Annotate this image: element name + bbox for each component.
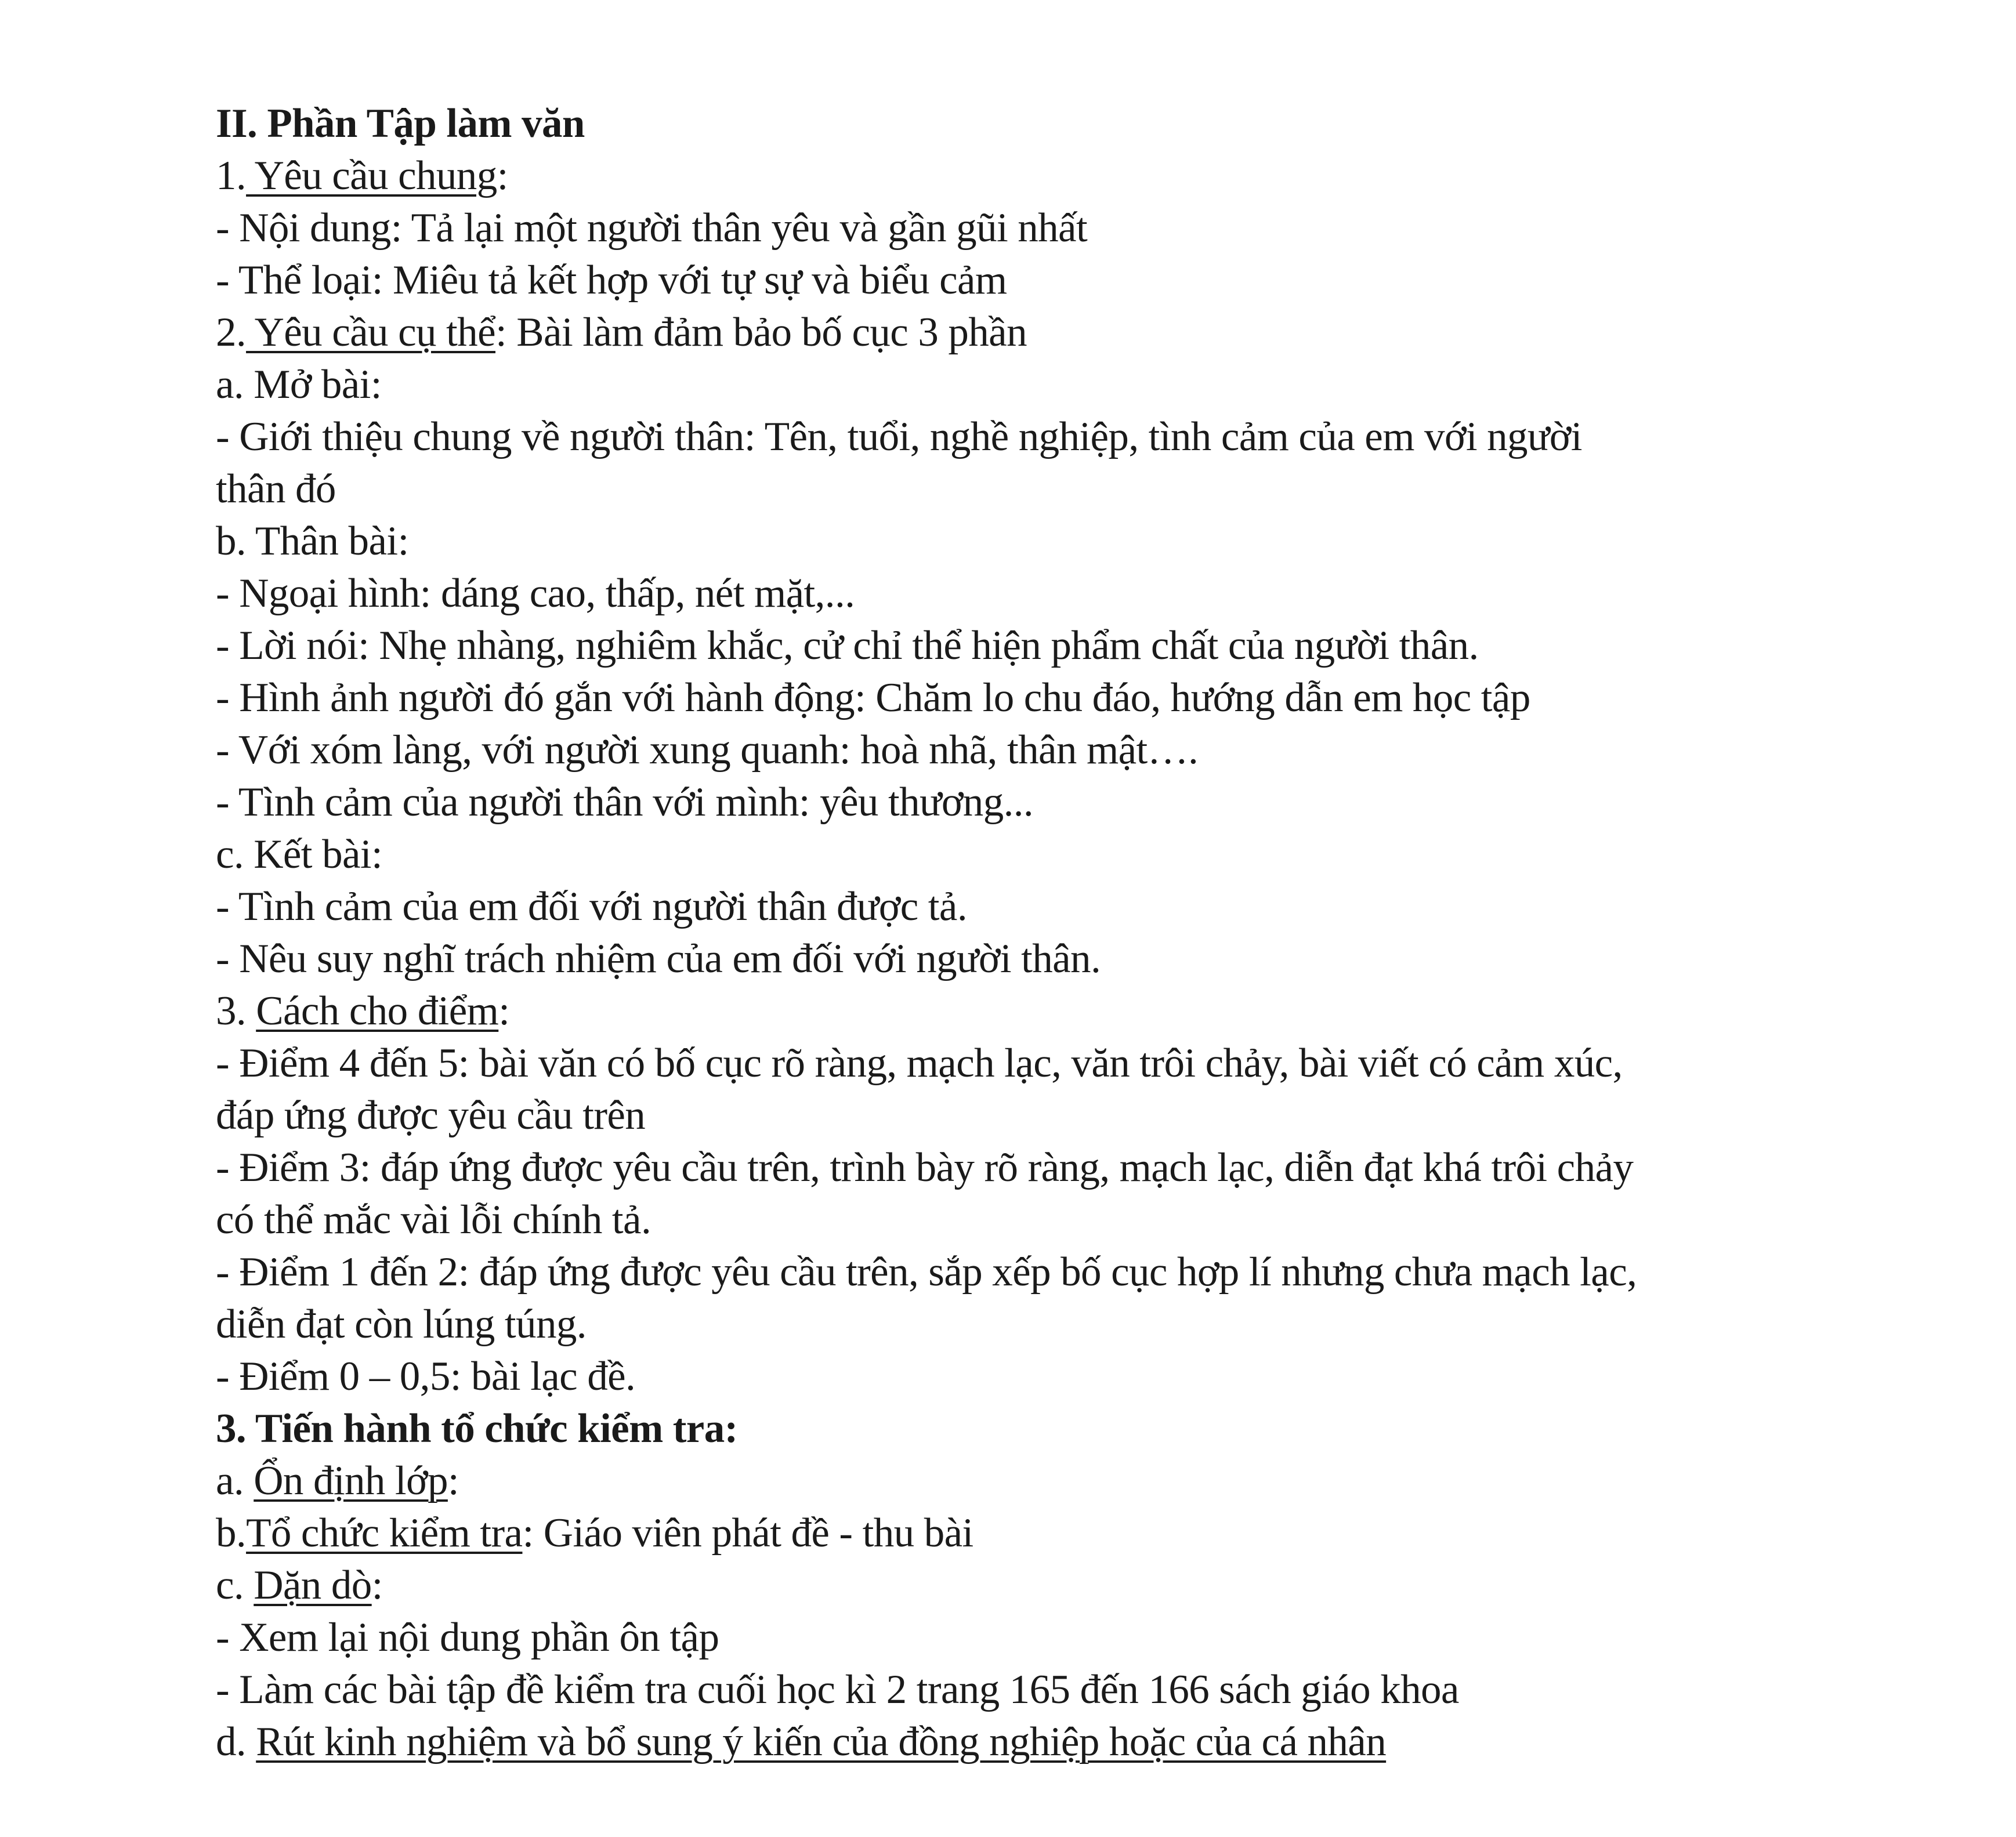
- stabilize-class-line: [216, 1455, 1840, 1507]
- scoring-label: Cách cho điểm: [256, 988, 499, 1034]
- scoring-line: - Điểm 0 – 0,5: bài lạc đề.: [216, 1354, 636, 1399]
- reminder-item: - Làm các bài tập đề kiểm tra cuối học kì 2 trang 165 đến 166 sách giáo khoa: [216, 1667, 1459, 1712]
- body-heading: b. Thân bài:: [216, 519, 409, 564]
- conclusion-line: - Tình cảm của em đối với người thân được tả.: [216, 884, 967, 929]
- document-page: [216, 97, 1840, 1768]
- conclusion-line: - Nêu suy nghĩ trách nhiệm của em đối với người thân.: [216, 936, 1101, 981]
- experience-line: [216, 1716, 1840, 1768]
- scoring-line: - Điểm 4 đến 5: bài văn có bố cục rõ ràng, mạch lạc, văn trôi chảy, bài viết có cảm xúc,: [216, 1041, 1623, 1086]
- reminder-line: [216, 1559, 1840, 1611]
- section-title: II. Phần Tập làm văn: [216, 101, 585, 146]
- body-line: - Tình cảm của người thân với mình: yêu thương...: [216, 780, 1034, 825]
- scoring-line: đáp ứng được yêu cầu trên: [216, 1093, 646, 1138]
- genre-line: - Thể loại: Miêu tả kết hợp với tự sự và biểu cảm: [216, 258, 1007, 303]
- procedure-title: 3. Tiến hành tổ chức kiểm tra:: [216, 1406, 738, 1451]
- body-line: - Hình ảnh người đó gắn với hành động: Chăm lo chu đáo, hướng dẫn em học tập: [216, 675, 1530, 720]
- general-requirements-label: Yêu cầu chung: [246, 153, 497, 198]
- specific-requirements-label: Yêu cầu cụ thể: [246, 310, 495, 355]
- organize-test-label: Tổ chức kiểm tra: [246, 1510, 523, 1556]
- general-requirements-colon: :: [497, 153, 508, 198]
- stabilize-class-label: Ổn định lớp: [254, 1458, 448, 1503]
- specific-requirements-number: 2.: [216, 310, 247, 355]
- stabilize-class-colon: :: [447, 1458, 459, 1503]
- general-requirements-number: 1.: [216, 153, 247, 198]
- general-requirements-heading: [216, 150, 1840, 202]
- experience-letter: d.: [216, 1719, 256, 1764]
- conclusion-heading: c. Kết bài:: [216, 832, 383, 877]
- scoring-colon: :: [498, 988, 510, 1034]
- scoring-line: diễn đạt còn lúng túng.: [216, 1302, 587, 1347]
- body-line: - Với xóm làng, với người xung quanh: hoà nhã, thân mật….: [216, 727, 1199, 773]
- scoring-line: - Điểm 1 đến 2: đáp ứng được yêu cầu trên, sắp xếp bố cục hợp lí nhưng chưa mạch lạc,: [216, 1249, 1637, 1295]
- reminder-colon: :: [371, 1563, 383, 1608]
- content-line: - Nội dung: Tả lại một người thân yêu và gần gũi nhất: [216, 205, 1088, 251]
- scoring-line: có thể mắc vài lỗi chính tả.: [216, 1197, 652, 1242]
- organize-test-text: : Giáo viên phát đề - thu bài: [522, 1510, 973, 1556]
- body-line: - Ngoại hình: dáng cao, thấp, nét mặt,...: [216, 571, 855, 616]
- scoring-heading: [216, 985, 1840, 1037]
- specific-requirements-heading: [216, 306, 1840, 358]
- experience-label: Rút kinh nghiệm và bổ sung ý kiến của đồng nghiệp hoặc của cá nhân: [256, 1719, 1387, 1764]
- intro-line: - Giới thiệu chung về người thân: Tên, tuổi, nghề nghiệp, tình cảm của em với người: [216, 414, 1582, 459]
- scoring-line: - Điểm 3: đáp ứng được yêu cầu trên, trình bày rõ ràng, mạch lạc, diễn đạt khá trôi chảy: [216, 1145, 1634, 1190]
- reminder-letter: c.: [216, 1563, 254, 1608]
- specific-requirements-text: : Bài làm đảm bảo bố cục 3 phần: [495, 310, 1027, 355]
- scoring-number: 3.: [216, 988, 256, 1034]
- reminder-label: Dặn dò: [254, 1563, 372, 1608]
- stabilize-class-letter: a.: [216, 1458, 254, 1503]
- reminder-item: - Xem lại nội dung phần ôn tập: [216, 1615, 719, 1660]
- body-line: - Lời nói: Nhẹ nhàng, nghiêm khắc, cử chỉ thể hiện phẩm chất của người thân.: [216, 623, 1479, 668]
- organize-test-letter: b.: [216, 1510, 247, 1556]
- organize-test-line: [216, 1507, 1840, 1559]
- intro-heading: a. Mở bài:: [216, 362, 382, 407]
- intro-line: thân đó: [216, 466, 336, 512]
